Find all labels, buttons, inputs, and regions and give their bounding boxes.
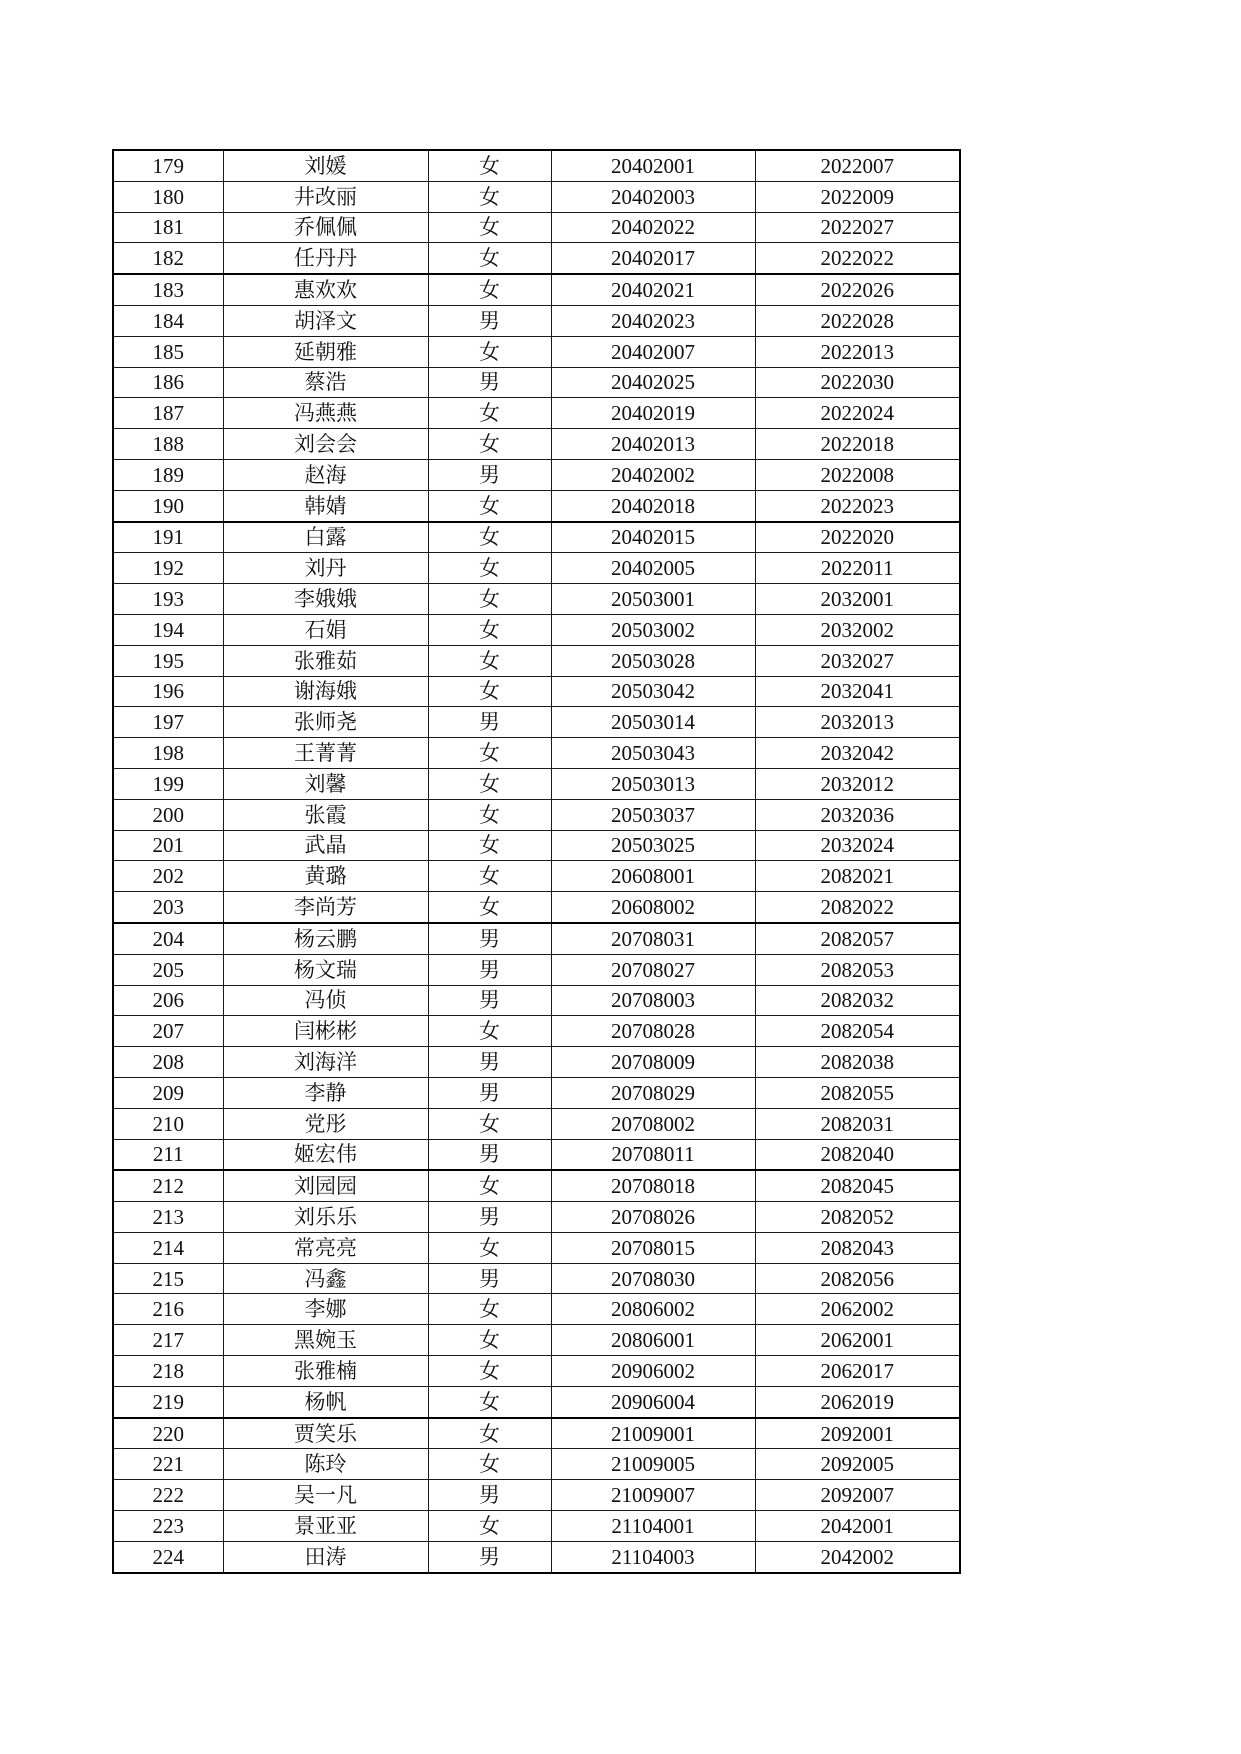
name-cell: 谢海娥 [223, 676, 428, 707]
table-row [113, 584, 960, 615]
name-cell: 吴一凡 [223, 1480, 428, 1511]
student-id-cell: 20608002 [551, 892, 755, 923]
gender-cell: 女 [428, 799, 551, 830]
student-id-cell: 20402001 [551, 150, 755, 181]
name-cell: 乔佩佩 [223, 212, 428, 243]
gender-cell: 女 [428, 1511, 551, 1542]
exam-id-cell: 2022023 [755, 490, 960, 521]
name-cell: 刘乐乐 [223, 1202, 428, 1233]
table-row [113, 1386, 960, 1417]
table-row [113, 861, 960, 892]
student-id-cell: 20806002 [551, 1294, 755, 1325]
table-row [113, 614, 960, 645]
table-row [113, 738, 960, 769]
name-cell: 闫彬彬 [223, 1016, 428, 1047]
name-cell: 李静 [223, 1077, 428, 1108]
exam-id-cell: 2062017 [755, 1356, 960, 1387]
name-cell: 刘会会 [223, 429, 428, 460]
exam-id-cell: 2082031 [755, 1108, 960, 1139]
gender-cell: 男 [428, 367, 551, 398]
gender-cell: 男 [428, 1139, 551, 1170]
exam-id-cell: 2082053 [755, 954, 960, 985]
row-number-cell: 200 [113, 799, 223, 830]
name-cell: 赵海 [223, 459, 428, 490]
name-cell: 张霞 [223, 799, 428, 830]
name-cell: 贾笑乐 [223, 1418, 428, 1449]
table-row [113, 212, 960, 243]
student-id-cell: 20503001 [551, 584, 755, 615]
exam-id-cell: 2022028 [755, 305, 960, 336]
name-cell: 冯燕燕 [223, 398, 428, 429]
table-row [113, 707, 960, 738]
name-cell: 常亮亮 [223, 1232, 428, 1263]
row-number-cell: 188 [113, 429, 223, 460]
exam-id-cell: 2082056 [755, 1263, 960, 1294]
table-row [113, 305, 960, 336]
gender-cell: 女 [428, 614, 551, 645]
student-id-cell: 20708002 [551, 1108, 755, 1139]
student-id-cell: 20402018 [551, 490, 755, 521]
exam-id-cell: 2022022 [755, 243, 960, 274]
gender-cell: 女 [428, 429, 551, 460]
table-row [113, 645, 960, 676]
row-number-cell: 202 [113, 861, 223, 892]
gender-cell: 女 [428, 861, 551, 892]
row-number-cell: 204 [113, 923, 223, 954]
exam-id-cell: 2032024 [755, 830, 960, 861]
table-row [113, 923, 960, 954]
student-id-cell: 20906004 [551, 1386, 755, 1417]
student-id-cell: 21104001 [551, 1511, 755, 1542]
gender-cell: 女 [428, 738, 551, 769]
student-id-cell: 20608001 [551, 861, 755, 892]
exam-id-cell: 2022018 [755, 429, 960, 460]
exam-id-cell: 2082045 [755, 1170, 960, 1201]
name-cell: 姬宏伟 [223, 1139, 428, 1170]
table-row [113, 954, 960, 985]
row-number-cell: 195 [113, 645, 223, 676]
row-number-cell: 221 [113, 1449, 223, 1480]
name-cell: 蔡浩 [223, 367, 428, 398]
exam-id-cell: 2022030 [755, 367, 960, 398]
name-cell: 白露 [223, 522, 428, 553]
student-id-cell: 20402021 [551, 274, 755, 305]
gender-cell: 男 [428, 954, 551, 985]
exam-id-cell: 2032013 [755, 707, 960, 738]
exam-id-cell: 2022007 [755, 150, 960, 181]
gender-cell: 男 [428, 985, 551, 1016]
name-cell: 冯侦 [223, 985, 428, 1016]
exam-id-cell: 2062019 [755, 1386, 960, 1417]
student-id-cell: 20708015 [551, 1232, 755, 1263]
student-id-cell: 20503043 [551, 738, 755, 769]
gender-cell: 女 [428, 1356, 551, 1387]
table-row [113, 553, 960, 584]
exam-id-cell: 2082055 [755, 1077, 960, 1108]
exam-id-cell: 2062002 [755, 1294, 960, 1325]
exam-id-cell: 2022009 [755, 181, 960, 212]
exam-id-cell: 2032042 [755, 738, 960, 769]
gender-cell: 女 [428, 243, 551, 274]
table-row [113, 274, 960, 305]
name-cell: 惠欢欢 [223, 274, 428, 305]
exam-id-cell: 2022020 [755, 522, 960, 553]
row-number-cell: 186 [113, 367, 223, 398]
row-number-cell: 191 [113, 522, 223, 553]
exam-id-cell: 2032036 [755, 799, 960, 830]
name-cell: 延朝雅 [223, 336, 428, 367]
exam-id-cell: 2022011 [755, 553, 960, 584]
table-row [113, 892, 960, 923]
name-cell: 景亚亚 [223, 1511, 428, 1542]
name-cell: 田涛 [223, 1541, 428, 1572]
name-cell: 武晶 [223, 830, 428, 861]
name-cell: 黄璐 [223, 861, 428, 892]
table-row [113, 459, 960, 490]
gender-cell: 男 [428, 1202, 551, 1233]
exam-id-cell: 2022008 [755, 459, 960, 490]
exam-id-cell: 2062001 [755, 1325, 960, 1356]
table-row [113, 1449, 960, 1480]
table-row [113, 1108, 960, 1139]
table-row [113, 1418, 960, 1449]
row-number-cell: 212 [113, 1170, 223, 1201]
table-row [113, 1202, 960, 1233]
exam-id-cell: 2042002 [755, 1541, 960, 1572]
exam-id-cell: 2082043 [755, 1232, 960, 1263]
name-cell: 刘丹 [223, 553, 428, 584]
table-row [113, 1016, 960, 1047]
student-id-cell: 20708029 [551, 1077, 755, 1108]
exam-id-cell: 2082052 [755, 1202, 960, 1233]
name-cell: 石娟 [223, 614, 428, 645]
row-number-cell: 213 [113, 1202, 223, 1233]
row-number-cell: 198 [113, 738, 223, 769]
row-number-cell: 209 [113, 1077, 223, 1108]
table-row [113, 768, 960, 799]
table-row [113, 799, 960, 830]
student-id-cell: 20708003 [551, 985, 755, 1016]
table-row [113, 1139, 960, 1170]
student-id-cell: 20708027 [551, 954, 755, 985]
exam-id-cell: 2082040 [755, 1139, 960, 1170]
table-row [113, 1170, 960, 1201]
table-row [113, 522, 960, 553]
student-id-cell: 20402013 [551, 429, 755, 460]
row-number-cell: 189 [113, 459, 223, 490]
row-number-cell: 224 [113, 1541, 223, 1572]
row-number-cell: 220 [113, 1418, 223, 1449]
gender-cell: 女 [428, 150, 551, 181]
table-row [113, 1232, 960, 1263]
student-id-cell: 20402023 [551, 305, 755, 336]
table-row [113, 490, 960, 521]
gender-cell: 女 [428, 676, 551, 707]
name-cell: 刘海洋 [223, 1047, 428, 1078]
student-id-cell: 20503042 [551, 676, 755, 707]
row-number-cell: 216 [113, 1294, 223, 1325]
student-roster-table [112, 149, 961, 1574]
exam-id-cell: 2082038 [755, 1047, 960, 1078]
row-number-cell: 194 [113, 614, 223, 645]
row-number-cell: 181 [113, 212, 223, 243]
gender-cell: 女 [428, 181, 551, 212]
gender-cell: 男 [428, 1077, 551, 1108]
table-row [113, 1077, 960, 1108]
row-number-cell: 183 [113, 274, 223, 305]
student-id-cell: 20402002 [551, 459, 755, 490]
gender-cell: 女 [428, 1170, 551, 1201]
student-id-cell: 20708026 [551, 1202, 755, 1233]
exam-id-cell: 2082054 [755, 1016, 960, 1047]
exam-id-cell: 2092001 [755, 1418, 960, 1449]
table-row [113, 367, 960, 398]
exam-id-cell: 2032012 [755, 768, 960, 799]
table-row [113, 150, 960, 181]
exam-id-cell: 2082022 [755, 892, 960, 923]
gender-cell: 女 [428, 1325, 551, 1356]
student-id-cell: 20402015 [551, 522, 755, 553]
name-cell: 冯鑫 [223, 1263, 428, 1294]
name-cell: 杨文瑞 [223, 954, 428, 985]
row-number-cell: 187 [113, 398, 223, 429]
gender-cell: 女 [428, 892, 551, 923]
gender-cell: 女 [428, 768, 551, 799]
gender-cell: 男 [428, 1541, 551, 1572]
row-number-cell: 201 [113, 830, 223, 861]
name-cell: 胡泽文 [223, 305, 428, 336]
table-row [113, 181, 960, 212]
row-number-cell: 218 [113, 1356, 223, 1387]
table-row [113, 985, 960, 1016]
student-id-cell: 20708028 [551, 1016, 755, 1047]
roster-body [113, 150, 960, 1573]
student-id-cell: 20708030 [551, 1263, 755, 1294]
gender-cell: 男 [428, 707, 551, 738]
student-id-cell: 21009007 [551, 1480, 755, 1511]
row-number-cell: 203 [113, 892, 223, 923]
gender-cell: 男 [428, 923, 551, 954]
exam-id-cell: 2082057 [755, 923, 960, 954]
row-number-cell: 196 [113, 676, 223, 707]
row-number-cell: 211 [113, 1139, 223, 1170]
student-id-cell: 20806001 [551, 1325, 755, 1356]
table-row [113, 830, 960, 861]
exam-id-cell: 2022013 [755, 336, 960, 367]
exam-id-cell: 2082032 [755, 985, 960, 1016]
name-cell: 黑婉玉 [223, 1325, 428, 1356]
name-cell: 王菁菁 [223, 738, 428, 769]
gender-cell: 男 [428, 1047, 551, 1078]
row-number-cell: 184 [113, 305, 223, 336]
gender-cell: 女 [428, 522, 551, 553]
name-cell: 党彤 [223, 1108, 428, 1139]
exam-id-cell: 2022027 [755, 212, 960, 243]
gender-cell: 女 [428, 584, 551, 615]
name-cell: 任丹丹 [223, 243, 428, 274]
student-id-cell: 20708031 [551, 923, 755, 954]
gender-cell: 女 [428, 830, 551, 861]
row-number-cell: 180 [113, 181, 223, 212]
student-id-cell: 21009001 [551, 1418, 755, 1449]
row-number-cell: 219 [113, 1386, 223, 1417]
table-row [113, 1511, 960, 1542]
student-id-cell: 20402025 [551, 367, 755, 398]
gender-cell: 女 [428, 1386, 551, 1417]
gender-cell: 女 [428, 490, 551, 521]
student-id-cell: 20503002 [551, 614, 755, 645]
gender-cell: 女 [428, 398, 551, 429]
table-row [113, 1047, 960, 1078]
student-id-cell: 20503025 [551, 830, 755, 861]
row-number-cell: 197 [113, 707, 223, 738]
table-row [113, 1325, 960, 1356]
row-number-cell: 199 [113, 768, 223, 799]
exam-id-cell: 2022024 [755, 398, 960, 429]
name-cell: 陈玲 [223, 1449, 428, 1480]
student-id-cell: 20708018 [551, 1170, 755, 1201]
student-id-cell: 20708011 [551, 1139, 755, 1170]
exam-id-cell: 2032001 [755, 584, 960, 615]
gender-cell: 女 [428, 645, 551, 676]
name-cell: 张雅茹 [223, 645, 428, 676]
gender-cell: 女 [428, 553, 551, 584]
gender-cell: 男 [428, 459, 551, 490]
student-id-cell: 20503013 [551, 768, 755, 799]
gender-cell: 女 [428, 1232, 551, 1263]
name-cell: 韩婧 [223, 490, 428, 521]
name-cell: 张师尧 [223, 707, 428, 738]
student-id-cell: 20402005 [551, 553, 755, 584]
gender-cell: 女 [428, 1418, 551, 1449]
exam-id-cell: 2042001 [755, 1511, 960, 1542]
row-number-cell: 207 [113, 1016, 223, 1047]
name-cell: 刘园园 [223, 1170, 428, 1201]
name-cell: 张雅楠 [223, 1356, 428, 1387]
row-number-cell: 223 [113, 1511, 223, 1542]
table-row [113, 243, 960, 274]
student-id-cell: 20402007 [551, 336, 755, 367]
name-cell: 刘媛 [223, 150, 428, 181]
table-row [113, 1263, 960, 1294]
gender-cell: 女 [428, 274, 551, 305]
student-id-cell: 20402017 [551, 243, 755, 274]
name-cell: 刘馨 [223, 768, 428, 799]
table-row [113, 676, 960, 707]
gender-cell: 男 [428, 1480, 551, 1511]
exam-id-cell: 2032002 [755, 614, 960, 645]
table-row [113, 1541, 960, 1572]
student-id-cell: 20503037 [551, 799, 755, 830]
gender-cell: 女 [428, 1016, 551, 1047]
table-row [113, 1356, 960, 1387]
gender-cell: 女 [428, 1108, 551, 1139]
gender-cell: 女 [428, 1449, 551, 1480]
row-number-cell: 215 [113, 1263, 223, 1294]
table-row [113, 1294, 960, 1325]
student-id-cell: 21104003 [551, 1541, 755, 1572]
gender-cell: 女 [428, 212, 551, 243]
student-id-cell: 20402003 [551, 181, 755, 212]
name-cell: 杨云鹏 [223, 923, 428, 954]
table-row [113, 336, 960, 367]
row-number-cell: 193 [113, 584, 223, 615]
exam-id-cell: 2032041 [755, 676, 960, 707]
name-cell: 李娜 [223, 1294, 428, 1325]
name-cell: 井改丽 [223, 181, 428, 212]
gender-cell: 女 [428, 336, 551, 367]
table-row [113, 429, 960, 460]
exam-id-cell: 2092005 [755, 1449, 960, 1480]
row-number-cell: 179 [113, 150, 223, 181]
exam-id-cell: 2082021 [755, 861, 960, 892]
student-id-cell: 20402019 [551, 398, 755, 429]
name-cell: 杨帆 [223, 1386, 428, 1417]
student-id-cell: 20503014 [551, 707, 755, 738]
row-number-cell: 208 [113, 1047, 223, 1078]
gender-cell: 女 [428, 1294, 551, 1325]
student-id-cell: 20402022 [551, 212, 755, 243]
exam-id-cell: 2092007 [755, 1480, 960, 1511]
student-id-cell: 20708009 [551, 1047, 755, 1078]
table-row [113, 398, 960, 429]
row-number-cell: 190 [113, 490, 223, 521]
row-number-cell: 185 [113, 336, 223, 367]
gender-cell: 男 [428, 305, 551, 336]
exam-id-cell: 2032027 [755, 645, 960, 676]
student-id-cell: 20503028 [551, 645, 755, 676]
exam-id-cell: 2022026 [755, 274, 960, 305]
row-number-cell: 210 [113, 1108, 223, 1139]
gender-cell: 男 [428, 1263, 551, 1294]
row-number-cell: 217 [113, 1325, 223, 1356]
student-id-cell: 21009005 [551, 1449, 755, 1480]
row-number-cell: 192 [113, 553, 223, 584]
row-number-cell: 205 [113, 954, 223, 985]
row-number-cell: 206 [113, 985, 223, 1016]
row-number-cell: 222 [113, 1480, 223, 1511]
row-number-cell: 214 [113, 1232, 223, 1263]
name-cell: 李娥娥 [223, 584, 428, 615]
row-number-cell: 182 [113, 243, 223, 274]
name-cell: 李尚芳 [223, 892, 428, 923]
table-row [113, 1480, 960, 1511]
student-id-cell: 20906002 [551, 1356, 755, 1387]
